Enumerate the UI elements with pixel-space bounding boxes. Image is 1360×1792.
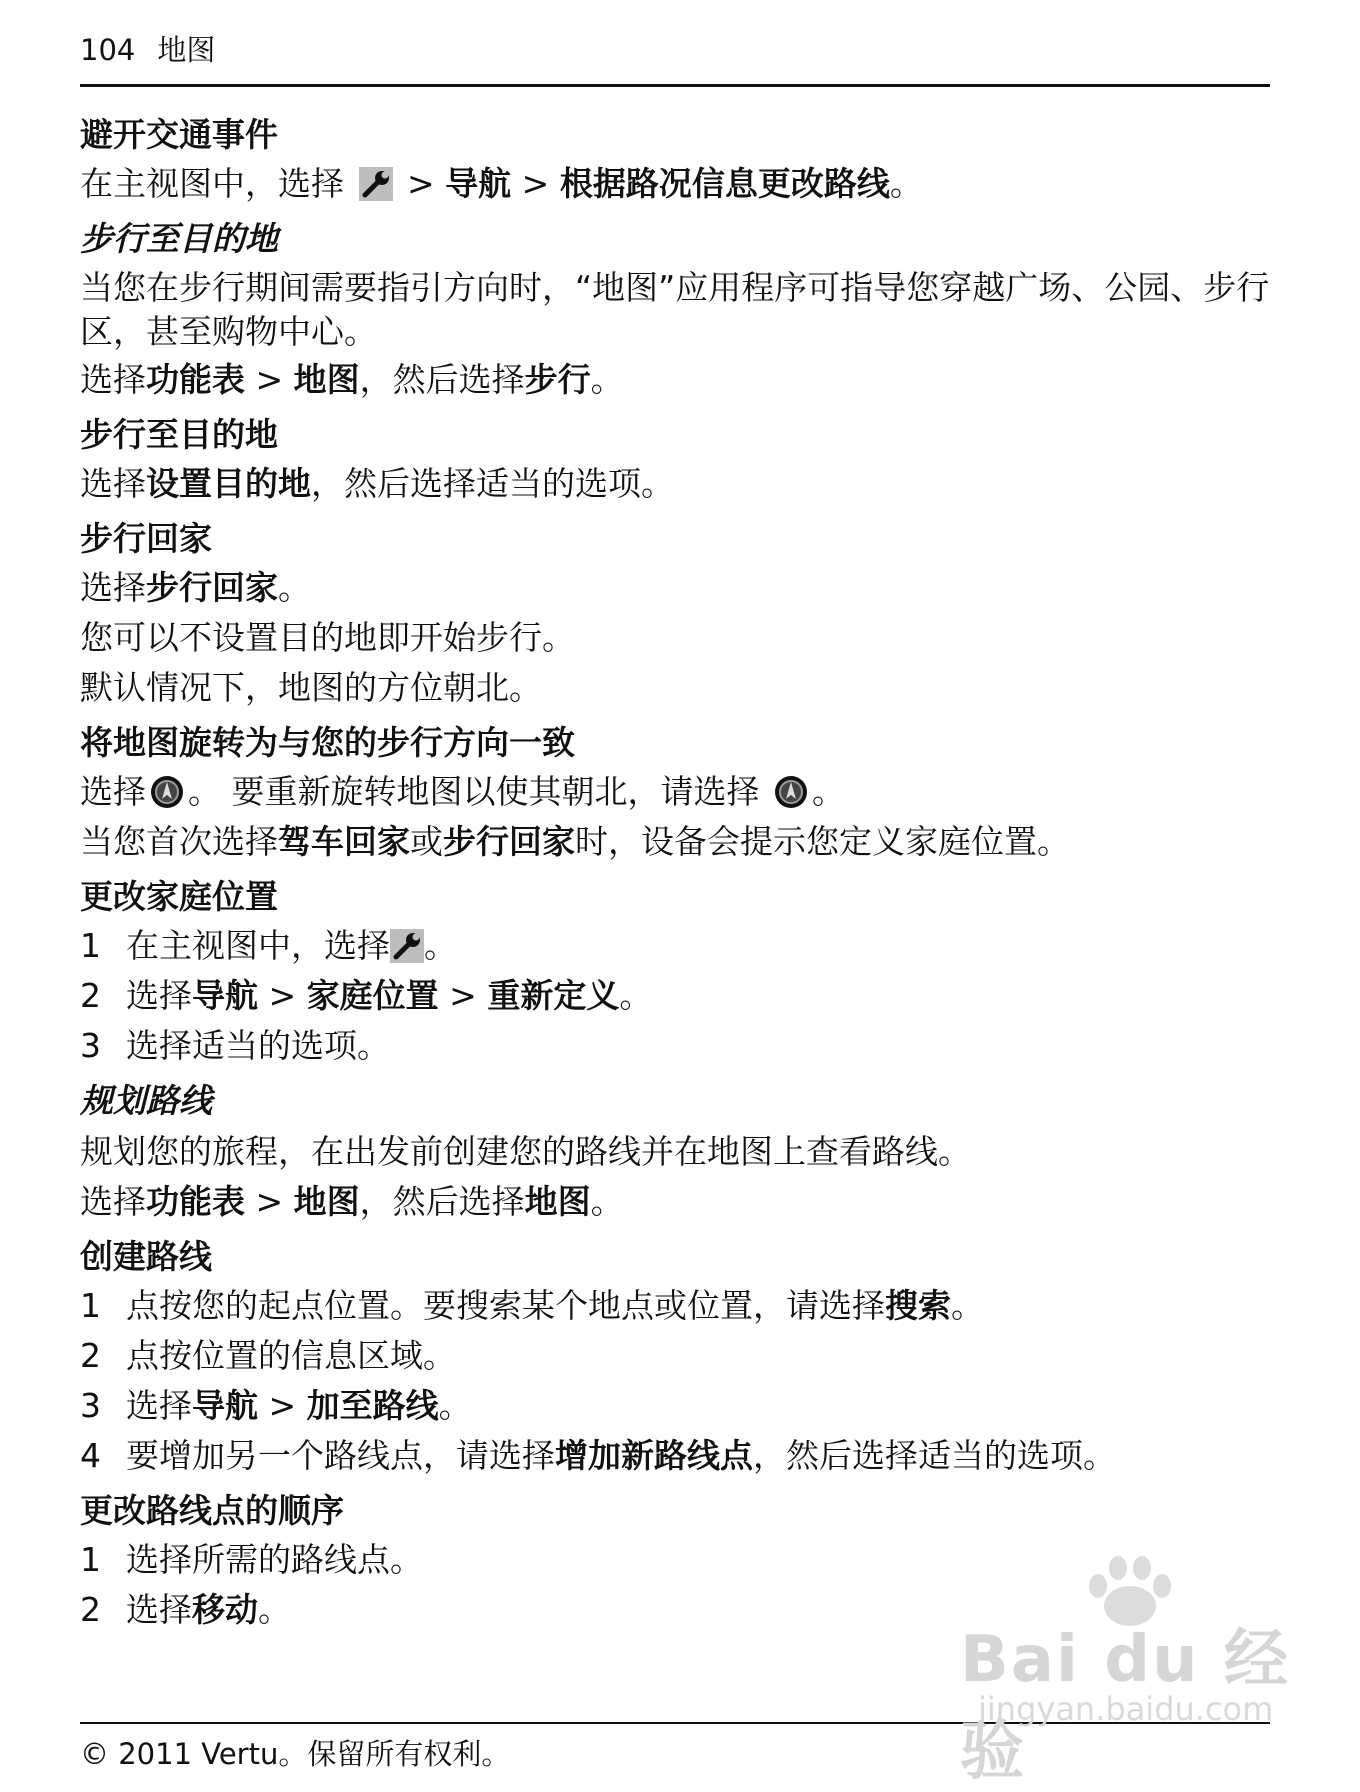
heading-walk-to-destination: 步行至目的地: [80, 219, 278, 258]
copyright-text: © 2011 Vertu。保留所有权利。: [80, 1737, 511, 1771]
heading-change-order: 更改路线点的顺序: [80, 1491, 344, 1530]
baidu-watermark: [960, 1560, 1290, 1789]
walk-home-note-2: 默认情况下，地图的方位朝北。: [80, 668, 542, 707]
walk-dest-instruction: 选择设置目的地，然后选择适当的选项。: [80, 464, 674, 503]
section-name: 地图: [157, 33, 216, 67]
heading-rotate-map: 将地图旋转为与您的步行方向一致: [80, 723, 575, 762]
rotate-instruction: 选择 。 要重新旋转地图以使其朝北，请选择 。: [80, 772, 845, 811]
walk-home-note-1: 您可以不设置目的地即开始步行。: [80, 618, 575, 657]
heading-plan-route: 规划路线: [80, 1081, 212, 1120]
heading-change-home: 更改家庭位置: [80, 877, 278, 916]
watermark-url: jingyan.baidu.com: [978, 1690, 1274, 1728]
list-item: 1 在主视图中，选择 。: [80, 926, 457, 965]
page-content: [80, 112, 1270, 1634]
plan-select-instruction: 选择功能表 > 地图，然后选择地图。: [80, 1182, 624, 1221]
list-item: 3 选择导航 > 加至路线。: [80, 1386, 472, 1425]
heading-avoid-traffic: 避开交通事件: [80, 115, 278, 154]
compass-icon: [774, 775, 808, 809]
list-item: 1 点按您的起点位置。要搜索某个地点或位置，请选择搜索。: [80, 1286, 984, 1325]
wrench-icon: [390, 929, 424, 963]
rotate-home-note: 当您首次选择驾车回家或步行回家时，设备会提示您定义家庭位置。: [80, 822, 1070, 861]
page-header: [80, 30, 1270, 87]
wrench-icon: [359, 167, 393, 201]
list-item: 1 选择所需的路线点。: [80, 1540, 423, 1579]
page-number: 104: [80, 33, 136, 67]
list-item: 4 要增加另一个路线点，请选择增加新路线点，然后选择适当的选项。: [80, 1436, 1116, 1475]
heading-walk-dest: 步行至目的地: [80, 415, 278, 454]
watermark-brand: Bai du 经验: [960, 1623, 1290, 1789]
plan-intro: 规划您的旅程，在出发前创建您的路线并在地图上查看路线。: [80, 1132, 971, 1171]
list-item: 2 选择移动。: [80, 1590, 291, 1629]
walk-intro: 当您在步行期间需要指引方向时，“地图”应用程序可指导您穿越广场、公园、步行区，甚至购物中心。: [80, 268, 1270, 351]
walk-home-instruction: 选择步行回家。: [80, 568, 311, 607]
list-item: 2 选择导航 > 家庭位置 > 重新定义。: [80, 976, 653, 1015]
heading-create-route: 创建路线: [80, 1237, 212, 1276]
list-item: 2 点按位置的信息区域。: [80, 1336, 456, 1375]
heading-walk-home: 步行回家: [80, 519, 212, 558]
list-item: 3 选择适当的选项。: [80, 1026, 390, 1065]
walk-select-instruction: 选择功能表 > 地图，然后选择步行。: [80, 360, 624, 399]
compass-icon: [150, 775, 184, 809]
manual-page: [80, 0, 1270, 1792]
avoid-traffic-instruction: 在主视图中，选择 > 导航 > 根据路况信息更改路线。: [80, 164, 923, 203]
